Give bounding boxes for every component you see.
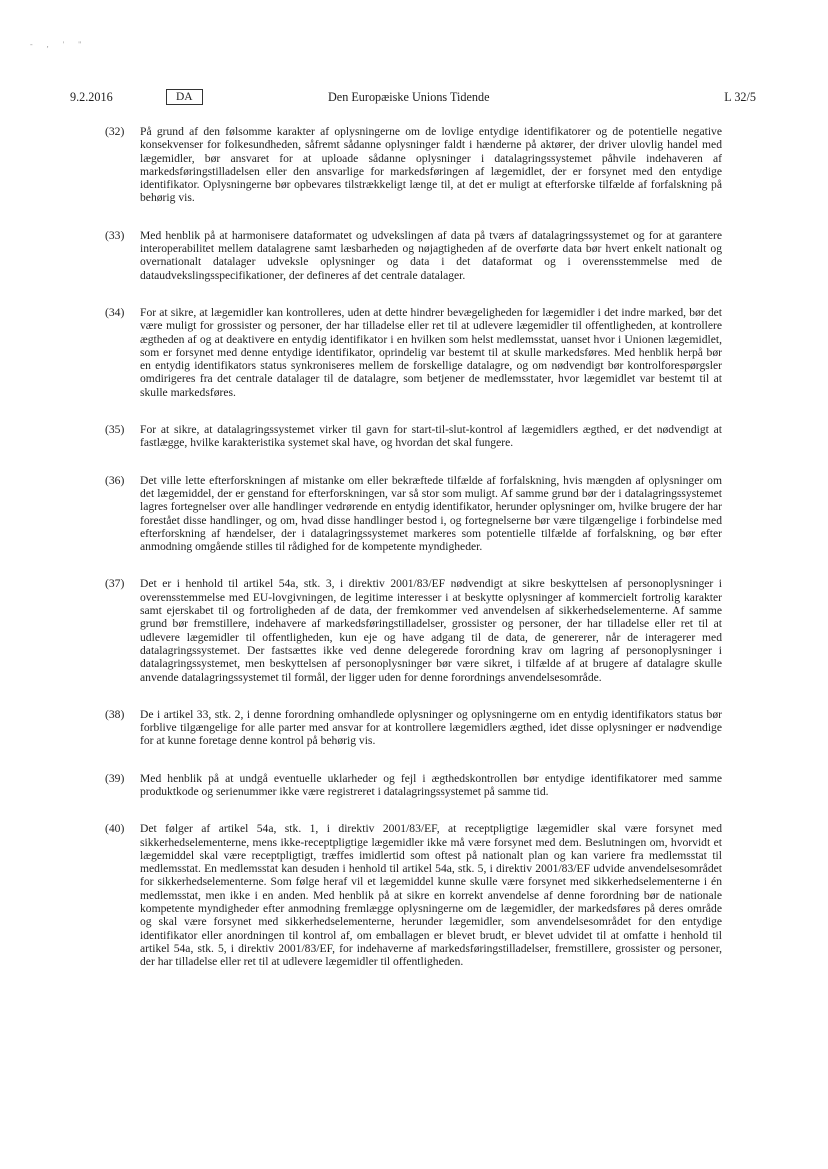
recital-number: (34) [105,305,125,319]
recital-text: De i artikel 33, stk. 2, i denne forordning omhandlede oplysninger og oplysningerne om en entydig identifikators status bør forblive tilgængelige for alle parter med ansvar for at kontrollere lægemidlers ægthed, idet disse oplysninger er nødvendige for at kunne foretage denne kontrol på behørig vis. [140,707,722,748]
recital-text: For at sikre, at datalagringssystemet virker til gavn for start-til-slut-kontrol af lægemidlers ægthed, er det nødvendigt at fastlægge, hvilke karakteristika systemet skal have, og hvordan det skal fungere. [140,423,722,450]
recital-34 [106,306,722,399]
recital-number: (35) [105,423,125,437]
recital-text: Det er i henhold til artikel 54a, stk. 3, i direktiv 2001/83/EF nødvendigt at sikre beskyttelsen af personoplysninger i overensstemmelse med EU-lovgivningen, de legitime interesser i at beskytte oplysninger af kommercielt fortrolig karakter samt ejerskabet til og fortroligheden af de data, der fremkommer ved anvendelsen af sikkerhedselementerne. Af samme grund bør fremstillere, indehavere af markedsføringstilladelser, grossister og personer, der har tilladelse eller ret til at udlevere lægemidler til offentligheden, kun eje og have adgang til de data, de genererer, når de interagerer med datalagringssystemet. Der fastsættes ikke ved denne delegerede forordning krav om lagring af personoplysninger i datalagringssystemet, men beskyttelsen af personoplysninger bør være sikret, i tilfælde af at brugere af datalagre skulle anvende datalagringssystemet til formål, der ligger uden for denne forordnings anvendelsesområde. [140,577,722,684]
recital-number: (32) [105,125,125,138]
publication-date: 9.2.2016 [70,90,113,104]
recital-number: (36) [105,473,125,487]
recital-39 [106,772,722,799]
recital-text: Det følger af artikel 54a, stk. 1, i direktiv 2001/83/EF, at receptpligtige lægemidler skal være forsynet med sikkerhedselementerne, mens ikke-receptpligtige lægemidler ikke må være forsynet med dem. Beslutningen om, hvorvidt et lægemiddel skal være receptpligtigt, træffes imidlertid som oftest på nationalt plan og kan variere fra medlemsstat til medlemsstat. En medlemsstat kan desuden i henhold til artikel 54a, stk. 5, i direktiv 2001/83/EF udvide anvendelsesområdet for sikkerhedselementerne. Som følge heraf vil et lægemiddel kunne skulle være forsynet med sikkerhedselementerne i én medlemsstat, men ikke i en anden. Med henblik på at sikre en korrekt anvendelse af denne forordning bør de nationale kompetente myndigheder efter anmodning fremlægge oplysningerne om de lægemidler, der markedsføres på deres område og skal være forsynet med sikkerhedselementerne, herunder lægemidler, som anvendelsesområdet for den entydige identifikator eller anordningen til kontrol af, om emballagen er blevet brudt, er blevet udvidet til at omfatte i henhold til artikel 54a, stk. 5, i direktiv 2001/83/EF, for indehaverne af markedsføringstilladelser, fremstillere, grossister og personer, der har tilladelse eller ret til at udlevere lægemidler til offentligheden. [140,822,722,969]
recital-number: (38) [105,707,125,721]
recital-36 [106,474,722,554]
recital-number: (40) [105,822,125,836]
journal-title: Den Europæiske Unions Tidende [328,90,490,104]
recital-text: På grund af den følsomme karakter af oplysningerne om de lovlige entydige identifikatorer og de potentielle negative konsekvenser for folkesundheden, såfremt sådanne oplysninger faldt i hænderne på aktører, der driver ulovlig handel med lægemidler, bør ansvaret for at uploade sådanne oplysninger i datalagringssystemet påhvile indehaveren af markedsføringstilladelsen eller den ansvarlige for markedsføringen af lægemidlet, der er forsynet med den entydige identifikator. Oplysningerne bør opbevares tilstrækkeligt længe til, at det er muligt at efterforske tilfælde af forfalskning på behørig vis. [140,125,722,205]
recital-text: Det ville lette efterforskningen af mistanke om eller bekræftede tilfælde af forfalskning, hvis mængden af oplysninger om det lægemiddel, der er genstand for efterforskningen, var så stor som muligt. Af samme grund bør der i datalagringssystemet lagres fortegnelser over alle handlinger vedrørende en entydig identifikator, herunder oplysninger om, hvilke brugere der har forestået disse handlinger, og om, hvad disse handlinger bestod i, og fortegnelserne bør være tilgængelige i forbindelse med efterforskning af hændelser, der i datalagringssystemet markeres som potentielle tilfælde af forfalskning, og bør efter anmodning omgående stilles til rådighed for de kompetente myndigheder. [140,473,722,554]
recital-number: (39) [105,771,125,785]
recital-38 [106,708,722,748]
recital-32 [106,125,722,205]
recital-text: Med henblik på at harmonisere dataformatet og udvekslingen af data på tværs af datalagringssystemet og for at garantere interoperabilitet mellem datalagrene samt læsbarheden og nøjagtigheden af de overførte data bør hvert enkelt nationalt og overnationalt datalager udveksle oplysninger og data i det dataformat og i overensstemmelse med de dataudvekslingsspecifikationer, der defineres af det centrale datalager. [140,228,722,282]
recital-33 [106,229,722,282]
recital-37 [106,577,722,683]
recital-35 [106,423,722,450]
recital-text: For at sikre, at lægemidler kan kontrolleres, uden at dette hindrer bevægeligheden for lægemidler i det indre marked, bør det være muligt for grossister og personer, der har tilladelse eller ret til at udlevere lægemidler til offentligheden, at kontrollere ægtheden af og at deaktivere en entydig identifikator i en hvilken som helst medlemsstat, uanset hvor i Unionen lægemidlet, som er forsynet med denne entydige identifikator, oprindelig var bestemt til at skulle markedsføres. Med henblik herpå bør en entydig identifikators status synkroniseres mellem de forskellige datalagre, og om nødvendigt bør kontrolforespørgsler omdirigeres fra det centrale datalager til de datalagre, som betjener de medlemsstater, hvor lægemidlet var bestemt til at skulle markedsføres. [140,305,722,399]
page-reference: L 32/5 [724,90,756,104]
scan-marks: - , ' " [30,40,88,49]
recitals-body [106,125,722,993]
recital-40 [106,822,722,968]
recital-number: (33) [105,228,125,242]
recital-number: (37) [105,577,125,591]
page-header [70,90,756,108]
language-badge: DA [166,89,203,105]
recital-text: Med henblik på at undgå eventuelle uklarheder og fejl i ægthedskontrollen bør entydige identifikatorer med samme produktkode og serienummer ikke være registreret i datalagringssystemet på samme tid. [140,771,722,798]
